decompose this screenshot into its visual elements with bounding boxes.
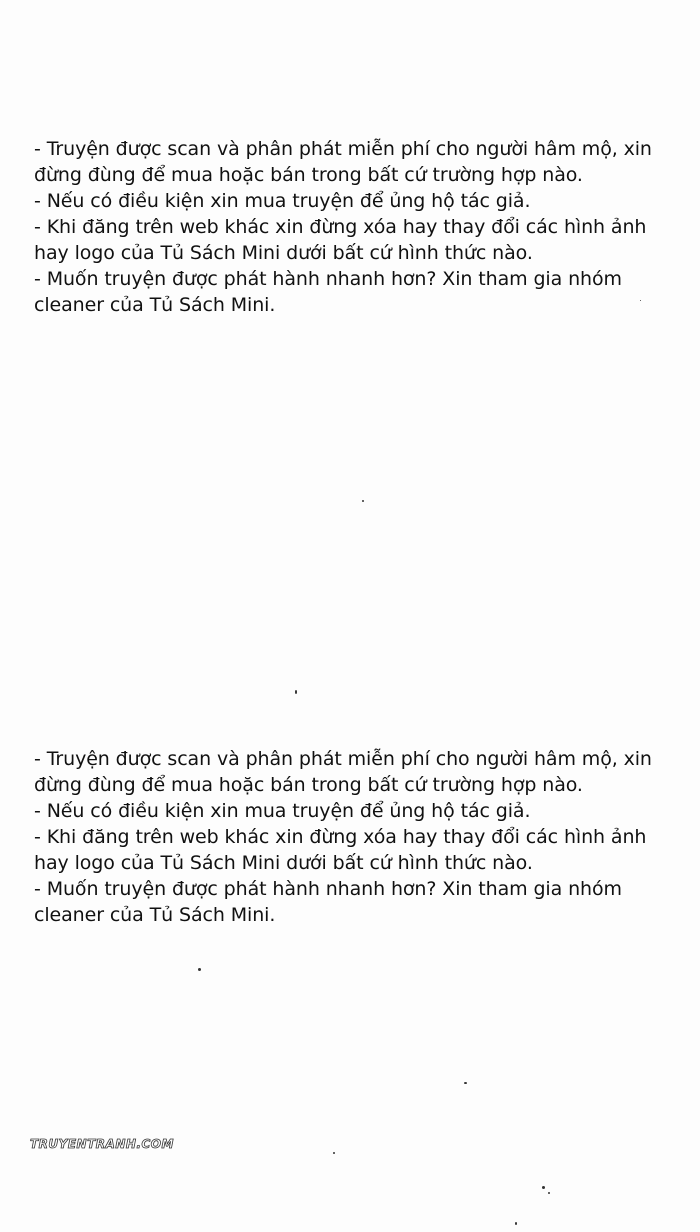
notice-block-top <box>34 136 674 318</box>
notice-line: - Truyện được scan và phân phát miễn phí cho người hâm mộ, xin <box>34 748 652 770</box>
notice-line: - Khi đăng trên web khác xin đừng xóa hay thay đổi các hình ảnh <box>34 826 647 848</box>
notice-line: - Muốn truyện được phát hành nhanh hơn? Xin tham gia nhóm <box>34 268 622 290</box>
notice-line: - Truyện được scan và phân phát miễn phí cho người hâm mộ, xin <box>34 138 652 160</box>
scan-speck <box>464 1082 467 1084</box>
notice-line: hay logo của Tủ Sách Mini dưới bất cứ hình thức nào. <box>34 852 533 874</box>
notice-line: cleaner của Tủ Sách Mini. <box>34 294 276 316</box>
notice-block-bottom <box>34 746 674 928</box>
notice-line: - Nếu có điều kiện xin mua truyện để ủng hộ tác giả. <box>34 190 531 212</box>
notice-line: hay logo của Tủ Sách Mini dưới bất cứ hình thức nào. <box>34 242 533 264</box>
scan-speck <box>333 1152 335 1154</box>
scan-speck <box>198 968 201 971</box>
notice-line: - Muốn truyện được phát hành nhanh hơn? Xin tham gia nhóm <box>34 878 622 900</box>
notice-line: đừng đùng để mua hoặc bán trong bất cứ trường hợp nào. <box>34 774 583 796</box>
notice-line: - Khi đăng trên web khác xin đừng xóa hay thay đổi các hình ảnh <box>34 216 647 238</box>
scan-speck <box>295 690 297 694</box>
notice-line: đừng đùng để mua hoặc bán trong bất cứ trường hợp nào. <box>34 164 583 186</box>
site-watermark: TRUYENTRANH.COM <box>30 1137 174 1151</box>
scan-speck <box>515 1222 517 1225</box>
scan-speck <box>548 1192 550 1194</box>
scan-speck <box>542 1186 545 1189</box>
notice-line: cleaner của Tủ Sách Mini. <box>34 904 276 926</box>
notice-line: - Nếu có điều kiện xin mua truyện để ủng hộ tác giả. <box>34 800 531 822</box>
scan-speck <box>362 500 364 502</box>
scan-speck <box>640 300 641 301</box>
